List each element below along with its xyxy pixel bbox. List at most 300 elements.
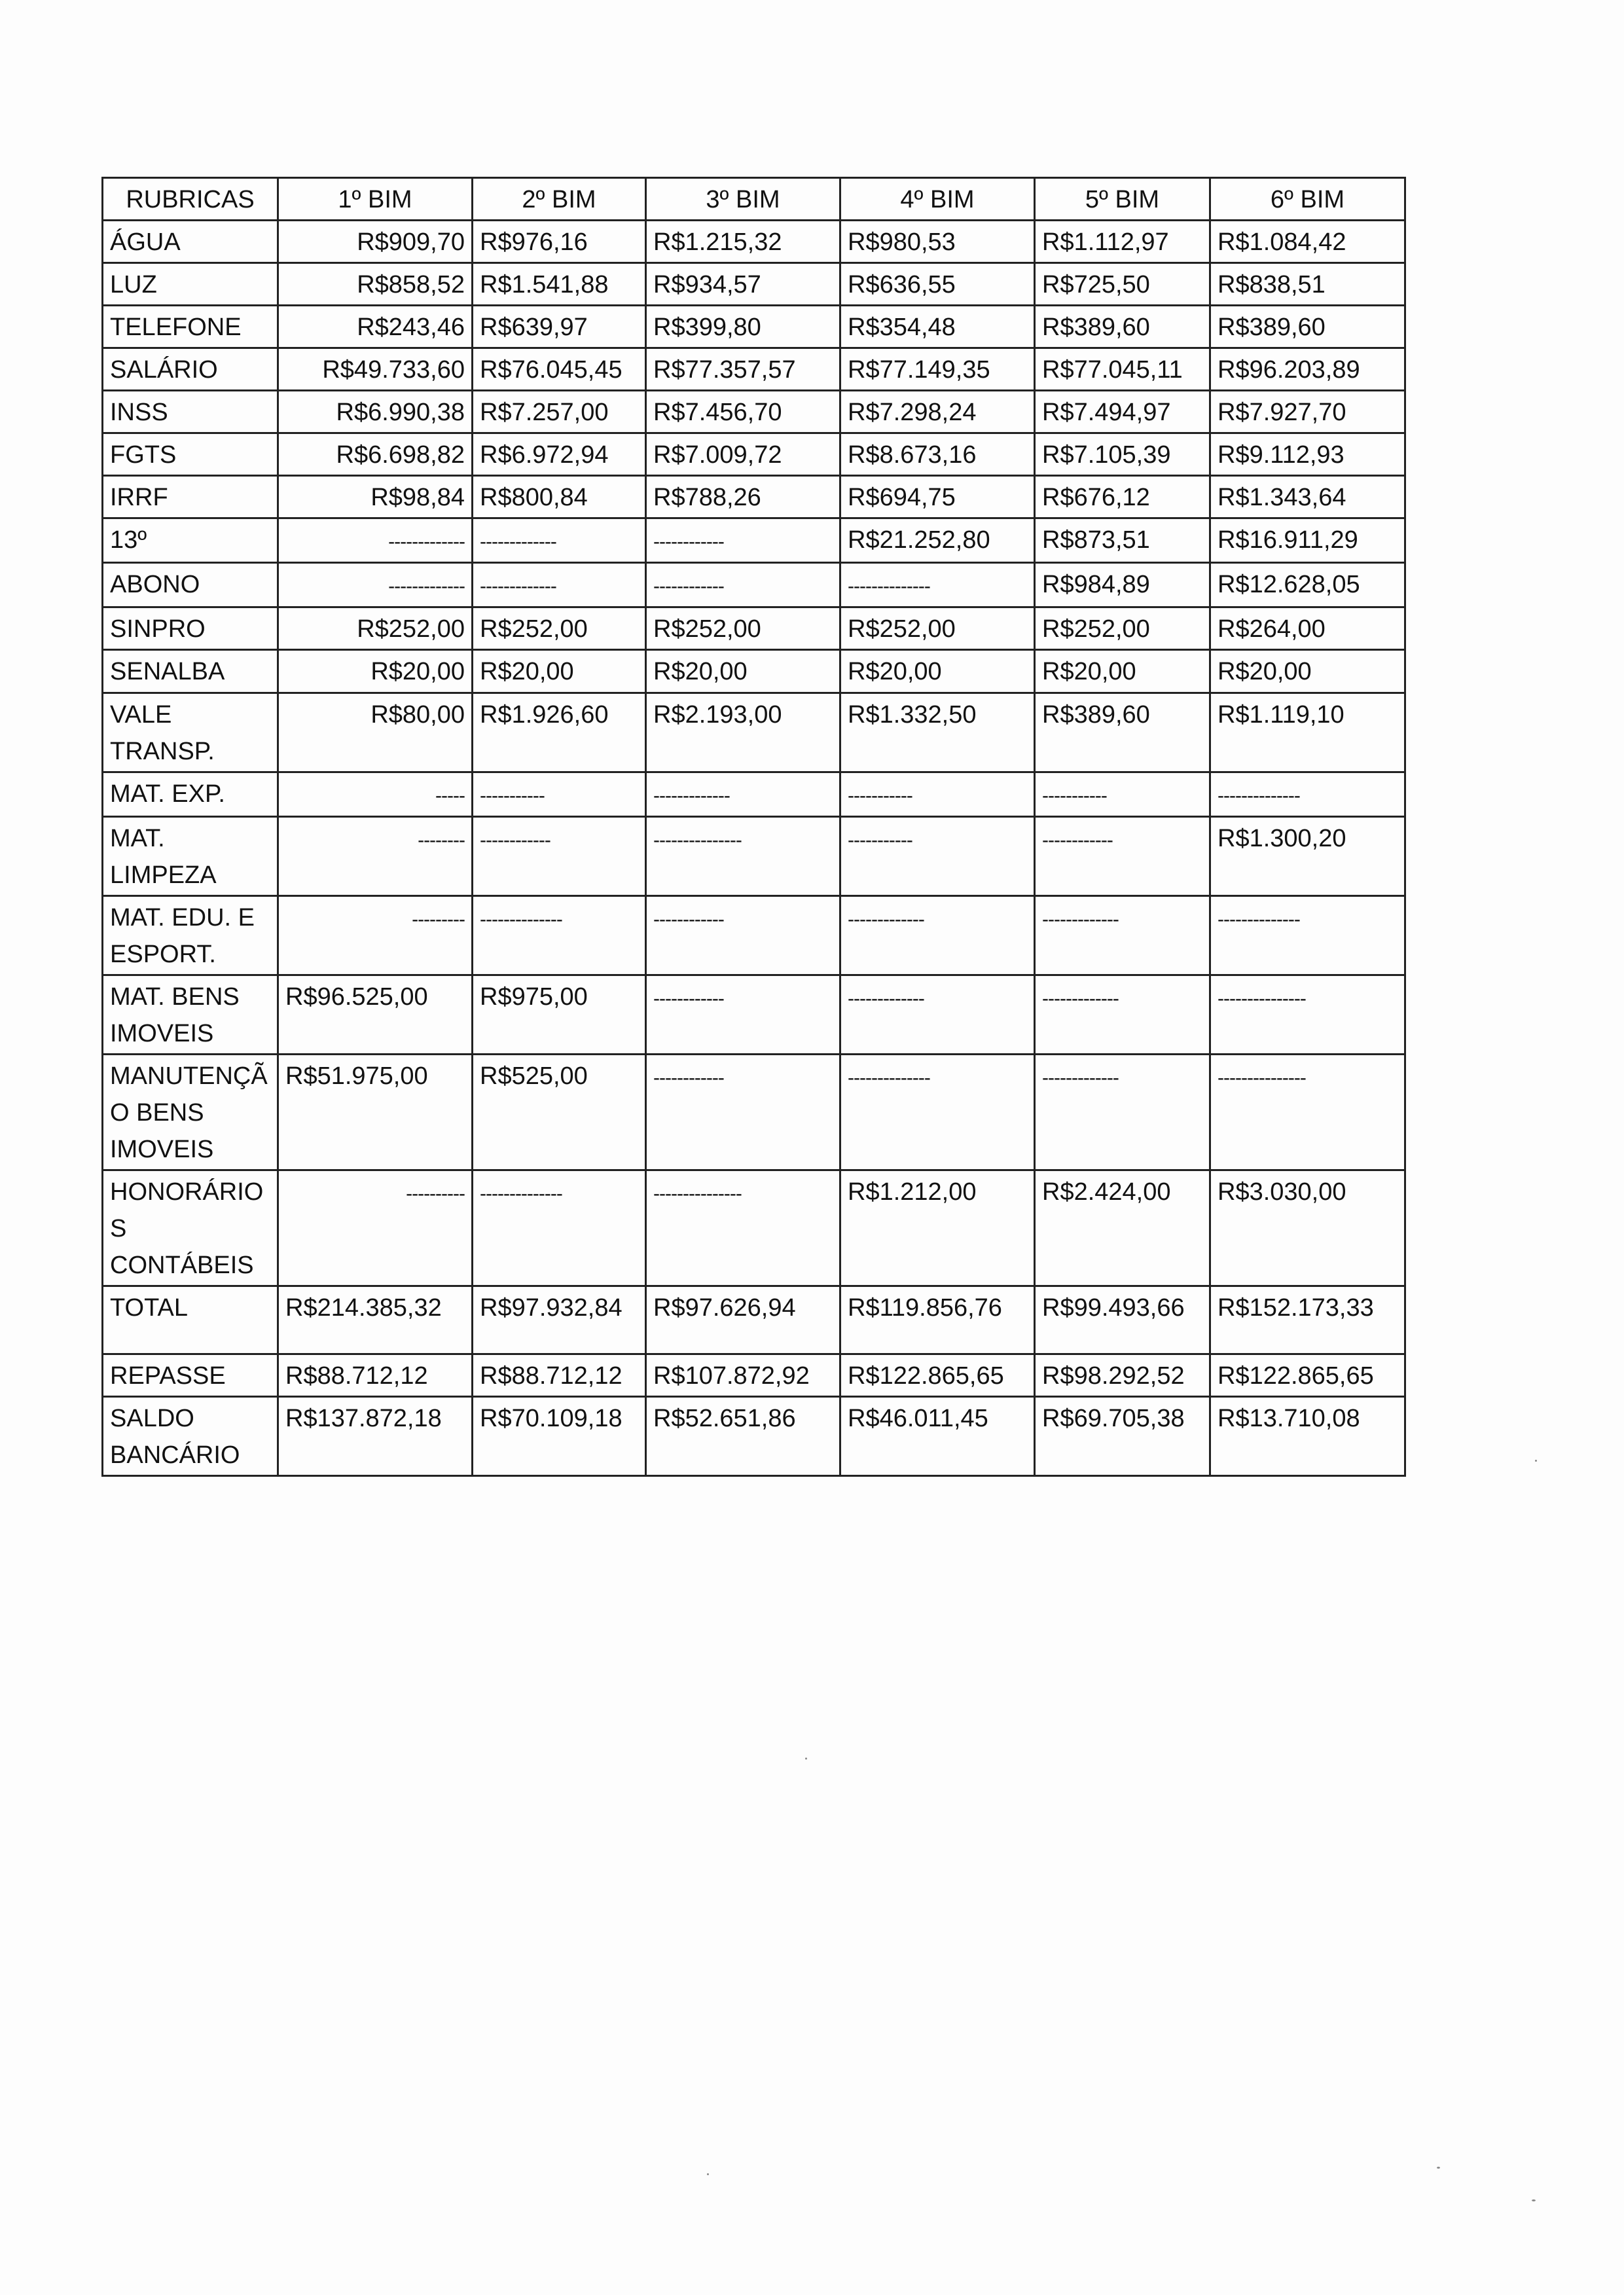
value-cell	[646, 1397, 840, 1476]
value-cell	[1210, 221, 1405, 263]
cell-value: R$694,75	[848, 484, 956, 511]
value-cell	[1035, 306, 1210, 348]
value-cell	[473, 693, 646, 772]
row-label: ÁGUA	[103, 221, 278, 263]
scan-speck	[1532, 2199, 1536, 2201]
row-label: VALE TRANSP.	[103, 693, 278, 772]
empty-dash: -----------	[480, 785, 545, 806]
value-cell	[646, 1055, 840, 1170]
value-cell	[278, 607, 473, 650]
table-row	[103, 433, 1405, 476]
value-cell	[278, 348, 473, 391]
value-cell	[646, 391, 840, 433]
value-cell	[840, 391, 1035, 433]
value-cell	[473, 476, 646, 518]
row-label: SALÁRIO	[103, 348, 278, 391]
value-cell	[1210, 518, 1405, 563]
cell-value: R$98,84	[370, 484, 465, 511]
value-cell	[840, 348, 1035, 391]
value-cell	[1210, 306, 1405, 348]
empty-dash: -------------	[653, 785, 730, 806]
table-row	[103, 518, 1405, 563]
cell-value: R$7.927,70	[1218, 399, 1346, 426]
value-cell	[646, 1354, 840, 1397]
table-row	[103, 975, 1405, 1055]
value-cell	[840, 221, 1035, 263]
value-cell	[840, 1170, 1035, 1286]
value-cell	[1035, 896, 1210, 975]
cell-value: R$122.865,65	[1218, 1362, 1374, 1390]
row-label: 13º	[103, 518, 278, 563]
empty-dash: --------------	[848, 1067, 930, 1089]
cell-value: R$20,00	[1218, 658, 1312, 685]
cell-value: R$252,00	[480, 615, 588, 643]
value-cell	[646, 650, 840, 693]
value-cell	[1035, 1170, 1210, 1286]
row-label: SALDO BANCÁRIO	[103, 1397, 278, 1476]
cell-value: R$1.926,60	[480, 701, 609, 729]
header-cell: 3º BIM	[646, 178, 840, 221]
value-cell	[473, 817, 646, 896]
value-cell	[278, 693, 473, 772]
value-cell	[278, 221, 473, 263]
value-cell	[473, 607, 646, 650]
value-cell	[473, 563, 646, 607]
value-cell	[646, 1286, 840, 1354]
cell-value: R$46.011,45	[848, 1405, 988, 1432]
value-cell	[278, 476, 473, 518]
table-row	[103, 693, 1405, 772]
table-row	[103, 772, 1405, 817]
value-cell	[1035, 263, 1210, 306]
cell-value: R$20,00	[1042, 658, 1136, 685]
empty-dash: -------------	[480, 531, 556, 552]
value-cell	[278, 817, 473, 896]
value-cell	[473, 433, 646, 476]
value-cell	[1210, 391, 1405, 433]
value-cell	[840, 263, 1035, 306]
value-cell	[840, 1354, 1035, 1397]
table-row	[103, 817, 1405, 896]
cell-value: R$389,60	[1218, 314, 1326, 341]
value-cell	[1035, 1286, 1210, 1354]
table-row	[103, 1354, 1405, 1397]
value-cell	[646, 476, 840, 518]
value-cell	[1035, 975, 1210, 1055]
table-row	[103, 1055, 1405, 1170]
cell-value: R$525,00	[480, 1062, 588, 1090]
value-cell	[473, 1354, 646, 1397]
value-cell	[646, 1170, 840, 1286]
row-label: MAT. BENS IMOVEIS	[103, 975, 278, 1055]
value-cell	[473, 896, 646, 975]
value-cell	[473, 263, 646, 306]
table-row	[103, 263, 1405, 306]
cell-value: R$800,84	[480, 484, 588, 511]
value-cell	[1035, 221, 1210, 263]
cell-value: R$1.300,20	[1218, 825, 1346, 852]
cell-value: R$7.257,00	[480, 399, 609, 426]
value-cell	[473, 1170, 646, 1286]
cell-value: R$137.872,18	[285, 1405, 442, 1432]
value-cell	[1035, 817, 1210, 896]
empty-dash: -------------	[1042, 1067, 1119, 1089]
value-cell	[1210, 693, 1405, 772]
value-cell	[1210, 563, 1405, 607]
cell-value: R$252,00	[1042, 615, 1150, 643]
cell-value: R$389,60	[1042, 701, 1150, 729]
table-row	[103, 896, 1405, 975]
value-cell	[1035, 518, 1210, 563]
value-cell	[278, 518, 473, 563]
value-cell	[840, 433, 1035, 476]
value-cell	[840, 1397, 1035, 1476]
header-row	[103, 178, 1405, 221]
empty-dash: -----------	[848, 785, 912, 806]
value-cell	[473, 772, 646, 817]
cell-value: R$96.525,00	[285, 983, 428, 1011]
value-cell	[1035, 650, 1210, 693]
value-cell	[840, 563, 1035, 607]
empty-dash: -----------	[848, 829, 912, 851]
cell-value: R$873,51	[1042, 526, 1150, 554]
value-cell	[840, 650, 1035, 693]
cell-value: R$77.045,11	[1042, 356, 1183, 384]
value-cell	[473, 348, 646, 391]
value-cell	[646, 518, 840, 563]
table-row	[103, 391, 1405, 433]
value-cell	[840, 1286, 1035, 1354]
value-cell	[278, 563, 473, 607]
cell-value: R$99.493,66	[1042, 1294, 1185, 1322]
table-row	[103, 563, 1405, 607]
table-row	[103, 348, 1405, 391]
cell-value: R$1.332,50	[848, 701, 977, 729]
value-cell	[646, 772, 840, 817]
cell-value: R$636,55	[848, 271, 956, 298]
table-row	[103, 650, 1405, 693]
cell-value: R$69.705,38	[1042, 1405, 1185, 1432]
cell-value: R$51.975,00	[285, 1062, 428, 1090]
value-cell	[840, 306, 1035, 348]
value-cell	[278, 896, 473, 975]
empty-dash: -------------	[848, 988, 924, 1009]
cell-value: R$119.856,76	[848, 1294, 1002, 1322]
empty-dash: --------------	[848, 575, 930, 597]
value-cell	[1210, 650, 1405, 693]
cell-value: R$2.424,00	[1042, 1178, 1171, 1206]
row-label: REPASSE	[103, 1354, 278, 1397]
value-cell	[1035, 772, 1210, 817]
table-row	[103, 306, 1405, 348]
cell-value: R$1.212,00	[848, 1178, 977, 1206]
row-label: TELEFONE	[103, 306, 278, 348]
table-row	[103, 476, 1405, 518]
value-cell	[646, 896, 840, 975]
header-cell: RUBRICAS	[103, 178, 278, 221]
value-cell	[646, 433, 840, 476]
cell-value: R$8.673,16	[848, 441, 977, 469]
value-cell	[278, 391, 473, 433]
row-label: MAT. EDU. E ESPORT.	[103, 896, 278, 975]
table-row	[103, 1397, 1405, 1476]
value-cell	[1035, 391, 1210, 433]
cell-value: R$676,12	[1042, 484, 1150, 511]
value-cell	[840, 518, 1035, 563]
empty-dash: ------------	[653, 531, 724, 552]
cell-value: R$7.105,39	[1042, 441, 1171, 469]
cell-value: R$80,00	[370, 701, 465, 729]
empty-dash: --------------	[1218, 909, 1300, 930]
value-cell	[1210, 607, 1405, 650]
value-cell	[840, 772, 1035, 817]
value-cell	[646, 817, 840, 896]
value-cell	[278, 433, 473, 476]
row-label: SENALBA	[103, 650, 278, 693]
scan-speck	[707, 2173, 709, 2175]
budget-table	[101, 177, 1406, 1477]
cell-value: R$20,00	[653, 658, 748, 685]
value-cell	[1210, 772, 1405, 817]
cell-value: R$12.628,05	[1218, 571, 1360, 598]
cell-value: R$976,16	[480, 228, 588, 256]
empty-dash: ------------	[480, 829, 550, 851]
empty-dash: ------------	[653, 988, 724, 1009]
empty-dash: -----------	[1042, 785, 1107, 806]
cell-value: R$934,57	[653, 271, 761, 298]
cell-value: R$88.712,12	[285, 1362, 428, 1390]
scan-speck	[1437, 2167, 1440, 2169]
value-cell	[473, 1055, 646, 1170]
empty-dash: -------------	[1042, 909, 1119, 930]
value-cell	[646, 221, 840, 263]
empty-dash: -------------	[388, 531, 465, 552]
cell-value: R$21.252,80	[848, 526, 990, 554]
scan-speck	[1535, 1460, 1537, 1462]
cell-value: R$1.084,42	[1218, 228, 1346, 256]
value-cell	[840, 693, 1035, 772]
cell-value: R$76.045,45	[480, 356, 623, 384]
cell-value: R$7.494,97	[1042, 399, 1171, 426]
empty-dash: -------------	[848, 909, 924, 930]
row-label: TOTAL	[103, 1286, 278, 1354]
value-cell	[1210, 348, 1405, 391]
cell-value: R$122.865,65	[848, 1362, 1004, 1390]
value-cell	[1210, 263, 1405, 306]
value-cell	[278, 650, 473, 693]
row-label: HONORÁRIOS CONTÁBEIS	[103, 1170, 278, 1286]
cell-value: R$354,48	[848, 314, 956, 341]
value-cell	[646, 563, 840, 607]
empty-dash: -------------	[480, 575, 556, 597]
cell-value: R$96.203,89	[1218, 356, 1360, 384]
value-cell	[278, 772, 473, 817]
cell-value: R$152.173,33	[1218, 1294, 1374, 1322]
value-cell	[1210, 975, 1405, 1055]
value-cell	[473, 391, 646, 433]
value-cell	[473, 650, 646, 693]
value-cell	[1210, 1286, 1405, 1354]
cell-value: R$975,00	[480, 983, 588, 1011]
empty-dash: -------------	[388, 575, 465, 597]
cell-value: R$6.698,82	[336, 441, 465, 469]
empty-dash: --------------	[1218, 785, 1300, 806]
cell-value: R$7.009,72	[653, 441, 782, 469]
cell-value: R$3.030,00	[1218, 1178, 1346, 1206]
cell-value: R$2.193,00	[653, 701, 782, 729]
cell-value: R$52.651,86	[653, 1405, 796, 1432]
value-cell	[1210, 433, 1405, 476]
row-label: INSS	[103, 391, 278, 433]
empty-dash: ---------------	[653, 829, 742, 851]
cell-value: R$7.298,24	[848, 399, 977, 426]
row-label: SINPRO	[103, 607, 278, 650]
cell-value: R$97.932,84	[480, 1294, 623, 1322]
cell-value: R$1.215,32	[653, 228, 782, 256]
value-cell	[1035, 476, 1210, 518]
value-cell	[473, 975, 646, 1055]
cell-value: R$49.733,60	[322, 356, 465, 384]
header-cell: 2º BIM	[473, 178, 646, 221]
row-label: IRRF	[103, 476, 278, 518]
empty-dash: ------------	[653, 1067, 724, 1089]
cell-value: R$107.872,92	[653, 1362, 810, 1390]
cell-value: R$20,00	[370, 658, 465, 685]
value-cell	[646, 348, 840, 391]
table-row	[103, 1286, 1405, 1354]
value-cell	[1210, 1397, 1405, 1476]
value-cell	[473, 518, 646, 563]
value-cell	[1210, 1354, 1405, 1397]
value-cell	[840, 975, 1035, 1055]
value-cell	[278, 1170, 473, 1286]
cell-value: R$1.119,10	[1218, 701, 1344, 729]
table-row	[103, 1170, 1405, 1286]
empty-dash: --------------	[480, 1183, 562, 1204]
empty-dash: ------------	[653, 575, 724, 597]
value-cell	[1035, 693, 1210, 772]
row-label: ABONO	[103, 563, 278, 607]
scan-speck	[805, 1758, 807, 1760]
row-label: MAT. EXP.	[103, 772, 278, 817]
value-cell	[1035, 563, 1210, 607]
value-cell	[473, 306, 646, 348]
cell-value: R$243,46	[357, 314, 465, 341]
row-label: LUZ	[103, 263, 278, 306]
value-cell	[646, 306, 840, 348]
cell-value: R$399,80	[653, 314, 761, 341]
cell-value: R$984,89	[1042, 571, 1150, 598]
cell-value: R$97.626,94	[653, 1294, 796, 1322]
header-cell: 6º BIM	[1210, 178, 1405, 221]
empty-dash: --------	[418, 829, 465, 851]
row-label: MANUTENÇÃO BENS IMOVEIS	[103, 1055, 278, 1170]
value-cell	[278, 975, 473, 1055]
cell-value: R$20,00	[480, 658, 574, 685]
value-cell	[646, 263, 840, 306]
cell-value: R$252,00	[357, 615, 465, 643]
cell-value: R$77.357,57	[653, 356, 796, 384]
cell-value: R$214.385,32	[285, 1294, 442, 1322]
value-cell	[1210, 1170, 1405, 1286]
cell-value: R$909,70	[357, 228, 465, 256]
cell-value: R$98.292,52	[1042, 1362, 1185, 1390]
empty-dash: ---------------	[1218, 1067, 1306, 1089]
cell-value: R$6.972,94	[480, 441, 609, 469]
empty-dash: ------------	[1042, 829, 1113, 851]
row-label: MAT. LIMPEZA	[103, 817, 278, 896]
value-cell	[1210, 1055, 1405, 1170]
cell-value: R$264,00	[1218, 615, 1326, 643]
value-cell	[1035, 607, 1210, 650]
value-cell	[473, 1397, 646, 1476]
cell-value: R$1.541,88	[480, 271, 609, 298]
empty-dash: --------------	[480, 909, 562, 930]
value-cell	[1210, 896, 1405, 975]
cell-value: R$252,00	[848, 615, 956, 643]
row-label: FGTS	[103, 433, 278, 476]
cell-value: R$20,00	[848, 658, 942, 685]
empty-dash: ---------------	[1218, 988, 1306, 1009]
cell-value: R$88.712,12	[480, 1362, 623, 1390]
header-cell: 4º BIM	[840, 178, 1035, 221]
cell-value: R$1.343,64	[1218, 484, 1346, 511]
value-cell	[1035, 348, 1210, 391]
value-cell	[278, 1055, 473, 1170]
empty-dash: -------------	[1042, 988, 1119, 1009]
empty-dash: ----------	[406, 1183, 465, 1204]
cell-value: R$788,26	[653, 484, 761, 511]
value-cell	[278, 1397, 473, 1476]
value-cell	[1035, 1354, 1210, 1397]
cell-value: R$7.456,70	[653, 399, 782, 426]
value-cell	[278, 306, 473, 348]
value-cell	[278, 263, 473, 306]
value-cell	[1035, 1397, 1210, 1476]
cell-value: R$252,00	[653, 615, 761, 643]
table-row	[103, 221, 1405, 263]
value-cell	[473, 221, 646, 263]
value-cell	[1035, 1055, 1210, 1170]
empty-dash: ---------------	[653, 1183, 742, 1204]
cell-value: R$70.109,18	[480, 1405, 623, 1432]
value-cell	[840, 896, 1035, 975]
empty-dash: ---------	[412, 909, 465, 930]
cell-value: R$6.990,38	[336, 399, 465, 426]
value-cell	[646, 975, 840, 1055]
value-cell	[840, 476, 1035, 518]
cell-value: R$9.112,93	[1218, 441, 1344, 469]
cell-value: R$980,53	[848, 228, 956, 256]
header-cell: 1º BIM	[278, 178, 473, 221]
cell-value: R$16.911,29	[1218, 526, 1358, 554]
cell-value: R$389,60	[1042, 314, 1150, 341]
value-cell	[1210, 476, 1405, 518]
value-cell	[646, 607, 840, 650]
header-cell: 5º BIM	[1035, 178, 1210, 221]
empty-dash: -----	[435, 785, 465, 806]
value-cell	[1035, 433, 1210, 476]
value-cell	[1210, 817, 1405, 896]
cell-value: R$725,50	[1042, 271, 1150, 298]
table-row	[103, 607, 1405, 650]
value-cell	[278, 1354, 473, 1397]
cell-value: R$1.112,97	[1042, 228, 1169, 256]
empty-dash: ------------	[653, 909, 724, 930]
cell-value: R$77.149,35	[848, 356, 990, 384]
value-cell	[840, 817, 1035, 896]
value-cell	[840, 607, 1035, 650]
